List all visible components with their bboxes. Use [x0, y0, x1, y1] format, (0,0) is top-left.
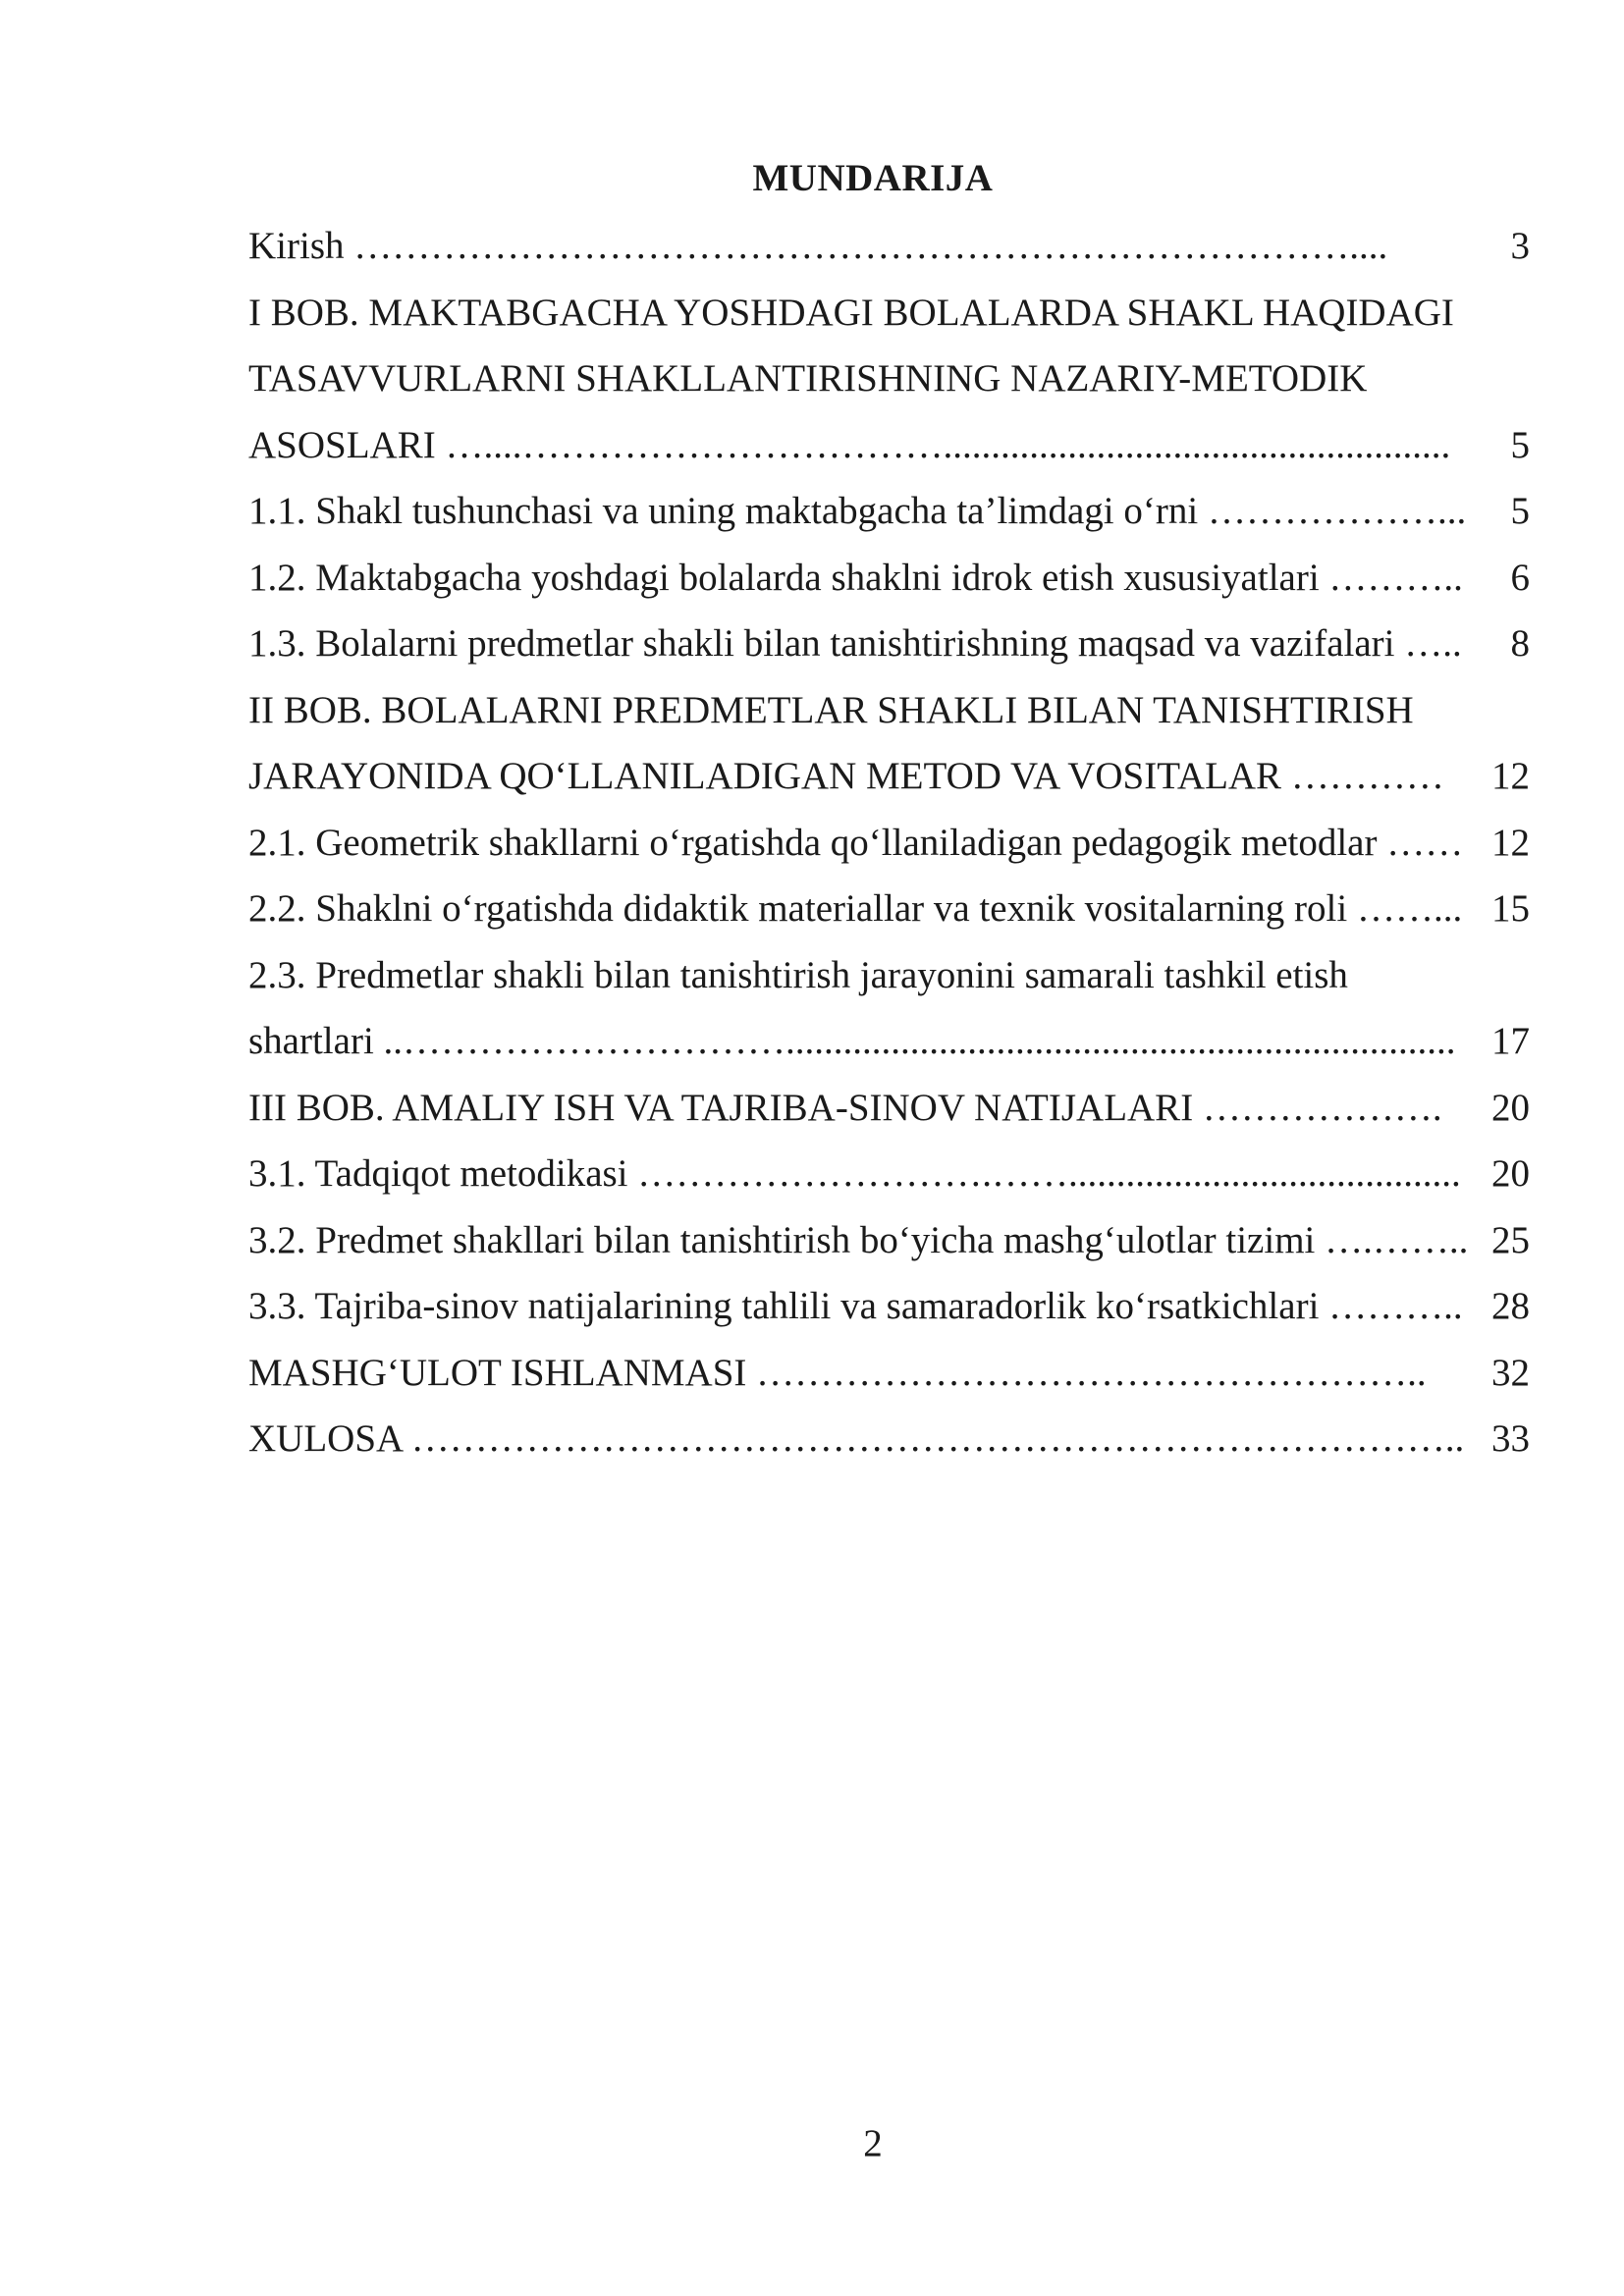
toc-entry-page: 28 — [1491, 1285, 1530, 1327]
toc-entry-page: 8 — [1510, 622, 1530, 665]
toc-entry-page: 17 — [1491, 1020, 1530, 1062]
toc-entry — [248, 280, 1530, 347]
toc-entry-text: JARAYONIDA QO‘LLANILADIGAN METOD VA VOSITALAR ………… — [248, 755, 1444, 797]
toc-entry-text: 3.2. Predmet shakllari bilan tanishtirish bo‘yicha mashg‘ulotlar tizimi ….…….. — [248, 1218, 1469, 1261]
toc-entry-text: III BOB. AMALIY ISH VA TAJRIBA-SINOV NATIJALARI ………………. — [248, 1086, 1442, 1129]
toc-entry-page: 12 — [1491, 821, 1530, 864]
toc-entry-page: 15 — [1491, 887, 1530, 930]
toc-entry-text: 2.2. Shaklni o‘rgatishda didaktik materiallar va texnik vositalarning roli ……... — [248, 887, 1463, 930]
page-title: MUNDARIJA — [752, 157, 994, 199]
toc-entry-text: XULOSA ……………………………………………………………………….. — [248, 1417, 1465, 1460]
toc-entry — [248, 1340, 1530, 1407]
toc-entry-text: 2.3. Predmetlar shakli bilan tanishtirish jarayonini samarali tashkil etish — [248, 953, 1348, 996]
toc-entry — [248, 677, 1530, 744]
toc-entry-page: 32 — [1491, 1351, 1530, 1394]
toc-entry-page: 33 — [1491, 1417, 1530, 1460]
toc-entry — [248, 213, 1530, 280]
toc-entry — [248, 346, 1530, 412]
toc-entry-page: 6 — [1510, 556, 1530, 599]
toc-entry — [248, 1008, 1530, 1075]
toc-entry — [248, 1141, 1530, 1207]
toc-entry-page: 12 — [1491, 755, 1530, 797]
toc-entry-page: 25 — [1491, 1218, 1530, 1261]
toc-entry-text: 3.1. Tadqiqot metodikasi ……………………….……......................................... — [248, 1152, 1461, 1195]
toc-entry — [248, 1207, 1530, 1274]
toc-entry-text: I BOB. MAKTABGACHA YOSHDAGI BOLALARDA SHAKL HAQIDAGI — [248, 291, 1454, 334]
toc-entry-page: 5 — [1510, 423, 1530, 466]
toc-entry — [248, 1406, 1530, 1472]
page-number: 2 — [863, 2122, 883, 2164]
toc-entry-page: 20 — [1491, 1086, 1530, 1129]
toc-entry — [248, 611, 1530, 677]
toc-entry-text: 1.1. Shakl tushunchasi va uning maktabgacha ta’limdagi o‘rni ………………... — [248, 490, 1467, 532]
toc-entry-page: 20 — [1491, 1152, 1530, 1195]
toc-entry — [248, 743, 1530, 810]
toc-entry-text: 3.3. Tajriba-sinov natijalarining tahlili va samaradorlik ko‘rsatkichlari ……….. — [248, 1285, 1463, 1327]
table-of-contents — [248, 213, 1530, 1472]
toc-entry-text: 1.3. Bolalarni predmetlar shakli bilan tanishtirishning maqsad va vazifalari ….. — [248, 622, 1462, 665]
toc-entry — [248, 478, 1530, 545]
toc-entry-text: shartlari ..…………………………...................................................................... — [248, 1020, 1456, 1062]
toc-entry-text: II BOB. BOLALARNI PREDMETLAR SHAKLI BILAN TANISHTIRISH — [248, 688, 1414, 731]
toc-entry-text: Kirish …………………………………………………………………….... — [248, 225, 1388, 267]
toc-entry-text: 1.2. Maktabgacha yoshdagi bolalarda shaklni idrok etish xususiyatlari ……….. — [248, 556, 1463, 599]
toc-entry-page: 5 — [1510, 490, 1530, 532]
toc-entry — [248, 1273, 1530, 1340]
toc-entry — [248, 810, 1530, 877]
toc-entry-text: ASOSLARI …....……………………………..................................................... — [248, 423, 1451, 466]
toc-entry — [248, 942, 1530, 1009]
toc-entry-text: TASAVVURLARNI SHAKLLANTIRISHNING NAZARIY-METODIK — [248, 357, 1368, 400]
toc-entry-text: 2.1. Geometrik shakllarni o‘rgatishda qo‘llaniladigan pedagogik metodlar …… — [248, 821, 1464, 864]
toc-entry-text: MASHG‘ULOT ISHLANMASI …………………………………………….. — [248, 1351, 1427, 1394]
toc-entry-page: 3 — [1510, 225, 1530, 267]
toc-entry — [248, 1075, 1530, 1142]
toc-entry — [248, 876, 1530, 942]
toc-entry — [248, 545, 1530, 612]
toc-entry — [248, 412, 1530, 479]
